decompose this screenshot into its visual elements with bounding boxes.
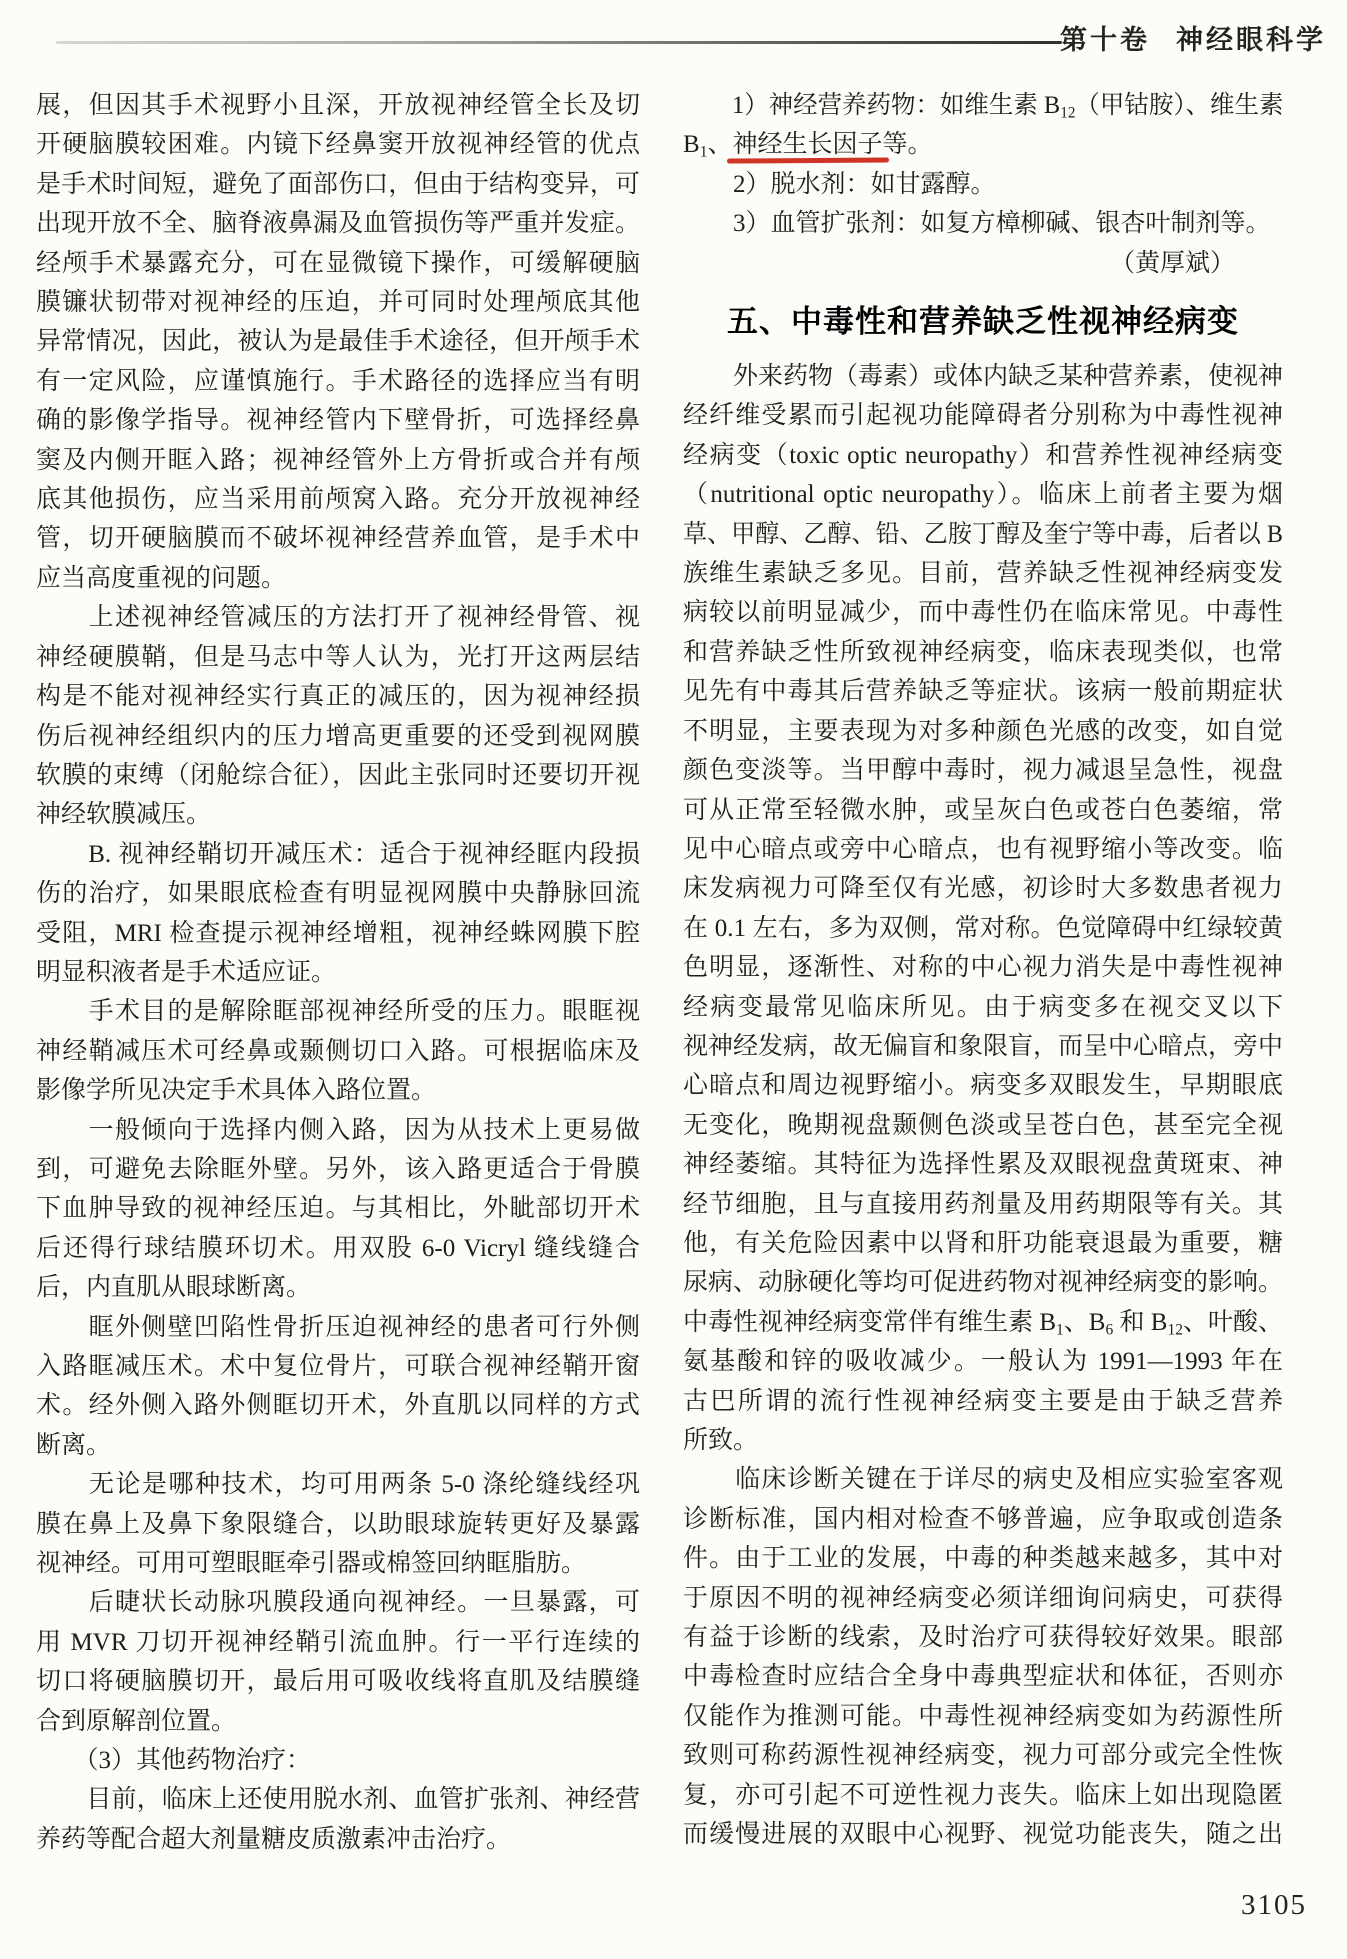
text-line: 应当高度重视的问题。 [36, 564, 287, 592]
text-line: 受阻，MRI 检查提示视神经增粗，视神经蛛网膜下腔 [36, 919, 640, 947]
text-line: 合到原解剖位置。 [36, 1707, 237, 1735]
text-line: 目前，临床上还使用脱水剂、血管扩张剂、神经营 [36, 1786, 640, 1814]
text-line: 下血肿导致的视神经压迫。与其相比，外眦部切开术 [36, 1195, 640, 1223]
text-line: 见中心暗点或旁中心暗点，也有视野缩小等改变。临 [683, 835, 1283, 863]
text-line: 色明显，逐渐性、对称的中心视力消失是中毒性视神 [683, 954, 1283, 982]
text-line: B. 视神经鞘切开减压术：适合于视神经眶内段损 [36, 840, 640, 868]
text-line: 入路眶减压术。术中复位骨片，可联合视神经鞘开窗 [36, 1353, 640, 1380]
text-line: 后，内直肌从眼球断离。 [36, 1274, 312, 1302]
text-line: 软膜的束缚（闭舱综合征），因此主张同时还要切开视 [36, 761, 640, 789]
text-line: 影像学所见决定手术具体入路位置。 [36, 1077, 437, 1105]
text-line: 经病变（toxic optic neuropathy）和营养性视神经病变 [683, 441, 1283, 469]
text-line: 病较以前明显减少，而中毒性仍在临床常见。中毒性 [683, 599, 1283, 627]
text-line: 2）脱水剂：如甘露醇。 [683, 170, 996, 198]
text-line: 1）神经营养药物：如维生素 $B_{12}$（甲钴胺）、维生素 [683, 92, 1284, 122]
text-line: 膜在鼻上及鼻下象限缝合，以助眼球旋转更好及暴露 [36, 1510, 640, 1538]
text-line: 经节细胞，且与直接用药剂量及用药期限等有关。其 [683, 1190, 1283, 1218]
book-title: 神经眼科学 [1176, 25, 1326, 55]
text-line: （3）其他药物治疗： [36, 1747, 312, 1775]
text-line: 经纤维受累而引起视功能障碍者分别称为中毒性视神 [683, 402, 1283, 430]
text-line: 一般倾向于选择内侧入路，因为从技术上更易做 [36, 1116, 640, 1144]
red-underline-annotation: 神经生长因子 [732, 131, 883, 159]
text-line: 断离。 [36, 1431, 112, 1459]
text-line: 伤的治疗，如果眼底检查有明显视网膜中央静脉回流 [36, 880, 640, 908]
text-line: 而缓慢进展的双眼中心视野、视觉功能丧失，随之出 [683, 1821, 1283, 1849]
text-line: 术。经外侧入路外侧眶切开术，外直肌以同样的方式 [36, 1392, 640, 1420]
text-line: 有益于诊断的线索，及时治疗可获得较好效果。眼部 [683, 1624, 1283, 1652]
text-line: 上述视神经管减压的方法打开了视神经骨管、视 [36, 604, 640, 632]
left-column [36, 86, 640, 1859]
section-heading: 五、中毒性和营养缺乏性视神经病变 [727, 304, 1239, 340]
text-line: 草、甲醇、乙醇、铅、乙胺丁醇及奎宁等中毒，后者以 B [683, 520, 1283, 548]
text-line: 开硬脑膜较困难。内镜下经鼻窦开放视神经管的优点 [36, 131, 640, 159]
text-line: 神经软膜减压。 [36, 801, 212, 829]
text-line: 出现开放不全、脑脊液鼻漏及血管损伤等严重并发症。 [36, 210, 640, 238]
text-line: 仅能作为推测可能。中毒性视神经病变如为药源性所 [683, 1702, 1283, 1730]
text-line: 视神经发病，故无偏盲和象限盲，而呈中心暗点，旁中 [683, 1032, 1284, 1060]
text-line: $B_1$、神经生长因子等。 [683, 131, 933, 161]
text-line: 他，有关危险因素中以肾和肝功能衰退最为重要，糖 [683, 1229, 1283, 1257]
text-line: 切口将硬脑膜切开，最后用可吸收线将直肌及结膜缝 [36, 1668, 640, 1696]
volume-label: 第十卷 [1060, 25, 1150, 55]
text-line: 心暗点和周边视野缩小。病变多双眼发生，早期眼底 [683, 1072, 1283, 1100]
text-line: 用 MVR 刀切开视神经鞘引流血肿。行一平行连续的 [36, 1628, 640, 1656]
text-line: 管，切开硬脑膜而不破坏视神经营养血管，是手术中 [36, 525, 640, 553]
text-line: 伤后视神经组织内的压力增高更重要的还受到视网膜 [36, 722, 640, 750]
text-line: 不明显，主要表现为对多种颜色光感的改变，如自觉 [683, 717, 1283, 745]
text-line: 和营养缺乏性所致视神经病变，临床表现类似，也常 [683, 638, 1283, 666]
text-line: 膜镰状韧带对视神经的压迫，并可同时处理颅底其他 [36, 289, 640, 317]
text-line: 外来药物（毒素）或体内缺乏某种营养素，使视神 [683, 363, 1284, 391]
text-line: 确的影像学指导。视神经管内下壁骨折，可选择经鼻 [36, 407, 640, 435]
text-line: 经颅手术暴露充分，可在显微镜下操作，可缓解硬脑 [36, 249, 640, 277]
text-line: 是手术时间短，避免了面部伤口，但由于结构变异，可 [36, 170, 640, 198]
text-line: 床发病视力可降至仅有光感，初诊时大多数患者视力 [683, 875, 1283, 903]
text-line: 神经萎缩。其特征为选择性累及双眼视盘黄斑束、神 [683, 1151, 1283, 1179]
text-line: 颜色变淡等。当甲醇中毒时，视力减退呈急性，视盘 [683, 757, 1283, 785]
text-line: 后还得行球结膜环切术。用双股 6-0 Vicryl 缝线缝合 [36, 1234, 640, 1262]
text-line: 诊断标准，国内相对检查不够普遍，应争取或创造条 [683, 1505, 1283, 1533]
text-line: 中毒性视神经病变常伴有维生素 $B_1$、$B_6$ 和 $B_{12}$、叶酸、 [683, 1308, 1283, 1339]
text-line: 3）血管扩张剂：如复方樟柳碱、银杏叶制剂等。 [683, 210, 1271, 238]
page-number: 3105 [1241, 1889, 1307, 1921]
header-rule [56, 41, 1062, 44]
text-line: 所致。 [683, 1427, 759, 1454]
text-line: 复，亦可引起不可逆性视力丧失。临床上如出现隐匿 [683, 1781, 1283, 1809]
text-line: 到，可避免去除眶外壁。另外，该入路更适合于骨膜 [36, 1155, 640, 1183]
text-line: 古巴所谓的流行性视神经病变主要是由于缺乏营养 [683, 1387, 1283, 1415]
text-line: 后睫状长动脉巩膜段通向视神经。一旦暴露，可 [36, 1589, 640, 1617]
text-line: 于原因不明的视神经病变必须详细询问病史，可获得 [683, 1584, 1283, 1612]
text-line: 无变化，晚期视盘颞侧色淡或呈苍白色，甚至完全视 [683, 1111, 1283, 1139]
text-line: 底其他损伤，应当采用前颅窝入路。充分开放视神经 [36, 486, 640, 514]
text-line: 神经硬膜鞘，但是马志中等人认为，光打开这两层结 [36, 643, 640, 671]
text-line: （nutritional optic neuropathy）。临床上前者主要为烟 [683, 481, 1283, 509]
text-line: 无论是哪种技术，均可用两条 5-0 涤纶缝线经巩 [36, 1471, 640, 1499]
text-line: 氨基酸和锌的吸收减少。一般认为 1991—1993 年在 [683, 1348, 1283, 1376]
text-line: 展，但因其手术视野小且深，开放视神经管全长及切 [36, 92, 640, 119]
text-line: 临床诊断关键在于详尽的病史及相应实验室客观 [683, 1466, 1283, 1494]
text-line: 手术目的是解除眶部视神经所受的压力。眼眶视 [36, 998, 640, 1026]
text-line: 构是不能对视神经实行真正的减压的，因为视神经损 [36, 683, 640, 711]
author-byline: （黄厚斌） [1109, 249, 1235, 277]
page-header [1060, 18, 1326, 57]
text-line: 尿病、动脉硬化等均可促进药物对视神经病变的影响。 [683, 1269, 1284, 1297]
text-line: 族维生素缺乏多见。目前，营养缺乏性视神经病变发 [683, 560, 1283, 588]
text-line: 窦及内侧开眶入路；视神经管外上方骨折或合并有颅 [36, 446, 640, 474]
text-line: 经病变最常见临床所见。由于病变多在视交叉以下 [683, 993, 1283, 1021]
right-column [683, 86, 1283, 1854]
text-line: 神经鞘减压术可经鼻或颞侧切口入路。可根据临床及 [36, 1037, 640, 1065]
text-line: 视神经。可用可塑眼眶牵引器或棉签回纳眶脂肪。 [36, 1550, 587, 1578]
text-line: 异常情况，因此，被认为是最佳手术途径，但开颅手术 [36, 328, 640, 356]
text-line: 眶外侧壁凹陷性骨折压迫视神经的患者可行外侧 [36, 1313, 640, 1341]
text-line: 致则可称药源性视神经病变，视力可部分或完全性恢 [683, 1742, 1283, 1770]
text-line: 件。由于工业的发展，中毒的种类越来越多，其中对 [683, 1545, 1283, 1573]
text-line: 中毒检查时应结合全身中毒典型症状和体征，否则亦 [683, 1663, 1283, 1691]
text-line: 养药等配合超大剂量糖皮质激素冲击治疗。 [36, 1825, 512, 1853]
text-line: 见先有中毒其后营养缺乏等症状。该病一般前期症状 [683, 678, 1283, 706]
text-line: 可从正常至轻微水肿，或呈灰白色或苍白色萎缩，常 [683, 796, 1283, 824]
text-line: 明显积液者是手术适应证。 [36, 958, 337, 986]
text-line: 有一定风险，应谨慎施行。手术路径的选择应当有明 [36, 367, 640, 395]
text-line: 在 0.1 左右，多为双侧，常对称。色觉障碍中红绿较黄 [683, 914, 1283, 942]
